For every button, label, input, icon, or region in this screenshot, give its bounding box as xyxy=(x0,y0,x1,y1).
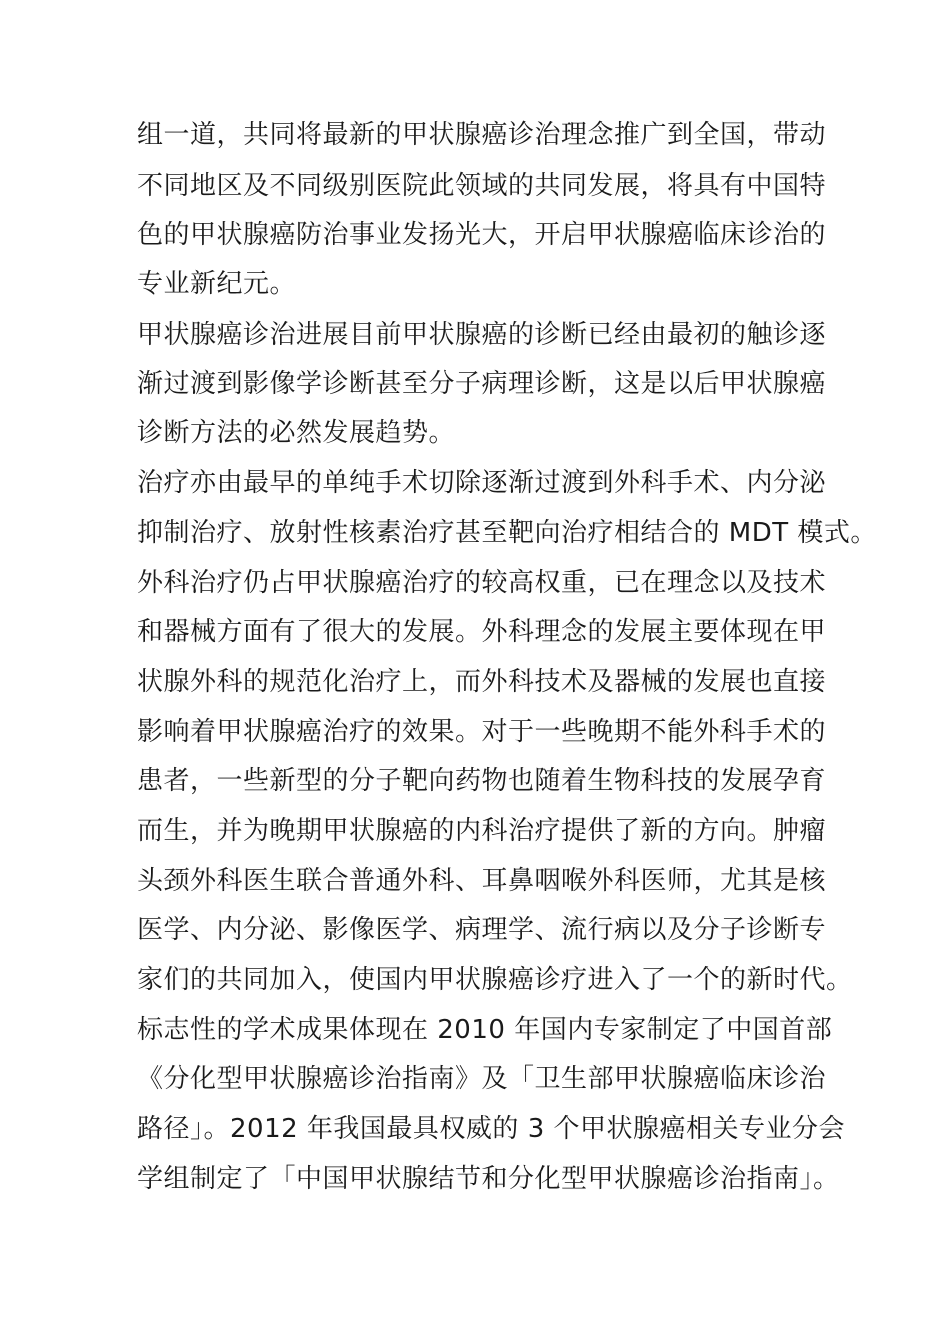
text-line: 外科治疗仍占甲状腺癌治疗的较高权重，已在理念以及技术 xyxy=(137,568,827,598)
text-line: 路径」。2012 年我国最具权威的 3 个甲状腺癌相关专业分会 xyxy=(137,1114,846,1144)
text-line: 诊断方法的必然发展趋势。 xyxy=(137,418,456,448)
text-line: 而生，并为晚期甲状腺癌的内科治疗提供了新的方向。肿瘤 xyxy=(137,816,827,846)
text-line: 色的甲状腺癌防治事业发扬光大，开启甲状腺癌临床诊治的 xyxy=(137,220,827,250)
text-line: 患者，一些新型的分子靶向药物也随着生物科技的发展孕育 xyxy=(137,766,827,796)
text-line: 影响着甲状腺癌治疗的效果。对于一些晚期不能外科手术的 xyxy=(137,717,827,747)
text-line: 不同地区及不同级别医院此领域的共同发展，将具有中国特 xyxy=(137,171,827,201)
text-line: 家们的共同加入，使国内甲状腺癌诊疗进入了一个的新时代。 xyxy=(137,965,853,995)
text-line: 专业新纪元。 xyxy=(137,269,297,299)
text-line: 抑制治疗、放射性核素治疗甚至靶向治疗相结合的 MDT 模式。 xyxy=(137,518,877,548)
text-line: 组一道，共同将最新的甲状腺癌诊治理念推广到全国，带动 xyxy=(137,120,827,150)
text-line: 学组制定了「中国甲状腺结节和分化型甲状腺癌诊治指南」。 xyxy=(137,1164,840,1194)
text-line: 和器械方面有了很大的发展。外科理念的发展主要体现在甲 xyxy=(137,617,827,647)
text-line: 甲状腺癌诊治进展目前甲状腺癌的诊断已经由最初的触诊逐 xyxy=(137,320,827,350)
text-line: 《分化型甲状腺癌诊治指南》及「卫生部甲状腺癌临床诊治 xyxy=(137,1064,827,1094)
text-line: 渐过渡到影像学诊断甚至分子病理诊断，这是以后甲状腺癌 xyxy=(137,369,827,399)
text-line: 状腺外科的规范化治疗上，而外科技术及器械的发展也直接 xyxy=(137,667,827,697)
text-line: 标志性的学术成果体现在 2010 年国内专家制定了中国首部 xyxy=(137,1015,833,1045)
text-line: 治疗亦由最早的单纯手术切除逐渐过渡到外科手术、内分泌 xyxy=(137,468,827,498)
text-line: 医学、内分泌、影像医学、病理学、流行病以及分子诊断专 xyxy=(137,915,827,945)
text-line: 头颈外科医生联合普通外科、耳鼻咽喉外科医师，尤其是核 xyxy=(137,866,827,896)
